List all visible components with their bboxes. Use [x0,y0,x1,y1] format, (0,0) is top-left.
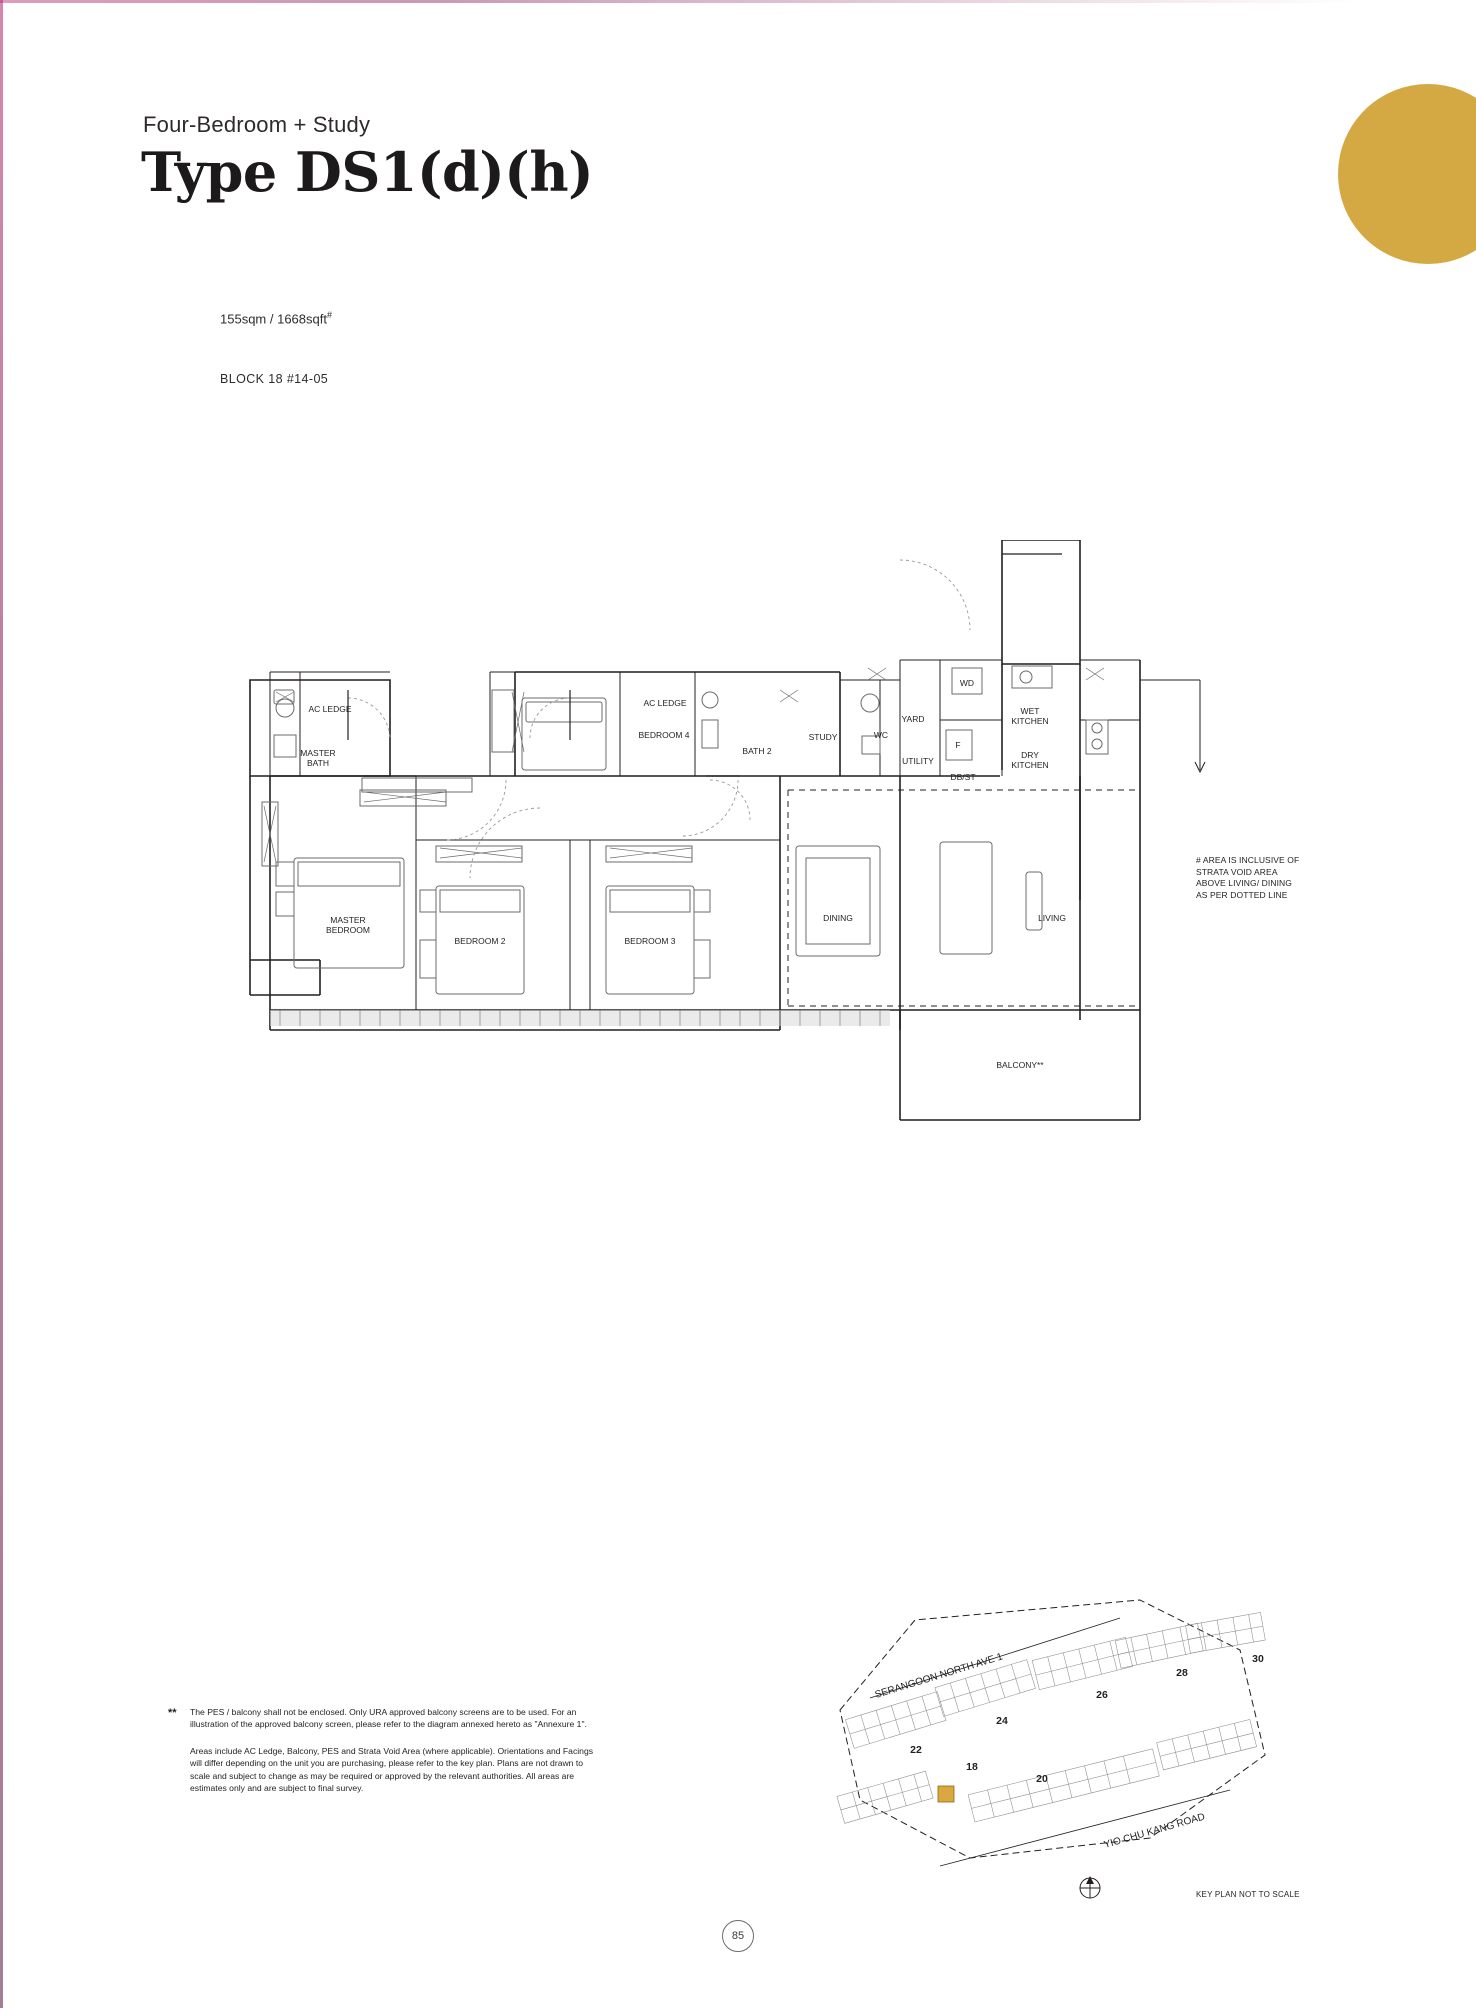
keyplan-block-22: 22 [910,1744,922,1756]
annotation-line-4: AS PER DOTTED LINE [1196,889,1288,900]
label-master-bedroom-1: MASTER [330,915,366,925]
label-wd: WD [959,678,975,688]
gold-accent-shape [1338,84,1476,264]
label-wc: WC [873,730,889,740]
keyplan-highlight-unit [938,1786,954,1802]
label-master-bath-2: BATH [306,758,330,768]
unit-area [220,310,332,326]
label-living: LIVING [1038,913,1066,923]
scan-edge-top [0,0,1476,3]
label-study: STUDY [808,732,838,742]
keyplan-caption: KEY PLAN NOT TO SCALE [1196,1890,1300,1899]
unit-subtitle: Four-Bedroom + Study [143,112,371,137]
label-ac-ledge-1: AC LEDGE [308,704,352,714]
label-db-st: DB/ST [950,772,976,782]
key-plan [820,1590,1300,1920]
keyplan-block-28: 28 [1176,1667,1188,1679]
page-title: Type DS1(d)(h) [141,140,594,204]
label-balcony: BALCONY** [996,1060,1044,1070]
unit-area-value: 155sqm / 1668sqft [220,311,327,327]
unit-block-label: BLOCK 18 #14-05 [220,372,329,386]
north-arrow-icon [1080,1876,1100,1898]
strata-void-annotation [1196,855,1336,901]
page-number: 85 [722,1920,754,1952]
label-master-bedroom-2: BEDROOM [326,925,370,935]
label-bath-2: BATH 2 [742,746,772,756]
footnote-balcony [168,1706,598,1731]
label-yard: YARD [901,714,925,724]
footnote-mark: ** [168,1707,177,1719]
label-master-bath-1: MASTER [300,748,336,758]
footnote-balcony-text: The PES / balcony shall not be enclosed. Only URA approved balcony screens are to be used. For an illustration of the approved balcony screen, please refer to the diagram annexed hereto as "Annexure 1". [190,1707,587,1730]
label-bedroom-4: BEDROOM 4 [638,730,690,740]
unit-area-mark: # [326,310,332,320]
keyplan-block-18: 18 [966,1761,978,1773]
keyplan-block-30: 30 [1252,1653,1264,1665]
scan-edge-left [0,0,3,2008]
label-dry-kitchen-1: DRY [1021,750,1039,760]
keyplan-block-24: 24 [996,1715,1008,1727]
keyplan-road-bottom: YIO CHU KANG ROAD [1102,1811,1207,1851]
annotation-line-2: STRATA VOID AREA [1196,866,1278,877]
keyplan-block-26: 26 [1096,1689,1108,1701]
label-fridge: F [955,740,961,750]
floor-plan [240,540,1320,1300]
keyplan-block-20: 20 [1036,1773,1048,1785]
annotation-line-3: ABOVE LIVING/ DINING [1196,878,1292,888]
label-bedroom-2: BEDROOM 2 [454,936,506,946]
label-wet-kitchen-2: KITCHEN [1011,716,1049,726]
keyplan-road-top: SERANGOON NORTH AVE 1 [873,1651,1005,1701]
label-bedroom-3: BEDROOM 3 [624,936,676,946]
annotation-line-1: # AREA IS INCLUSIVE OF [1196,855,1300,865]
footnotes [168,1706,598,1794]
label-dining: DINING [823,913,853,923]
label-dry-kitchen-2: KITCHEN [1011,760,1049,770]
footnote-areas-text: Areas include AC Ledge, Balcony, PES and Strata Void Area (where applicable). Orientations and Facings will differ depending on the unit you are purchasing, please refer to the key plan. Plans are not drawn to scale and subject to change as may be required or approved by the relevant authorities. All areas are estimates only and are subject to final survey. [190,1745,594,1794]
label-utility: UTILITY [902,756,934,766]
label-ac-ledge-2: AC LEDGE [643,698,687,708]
label-wet-kitchen-1: WET [1020,706,1040,716]
